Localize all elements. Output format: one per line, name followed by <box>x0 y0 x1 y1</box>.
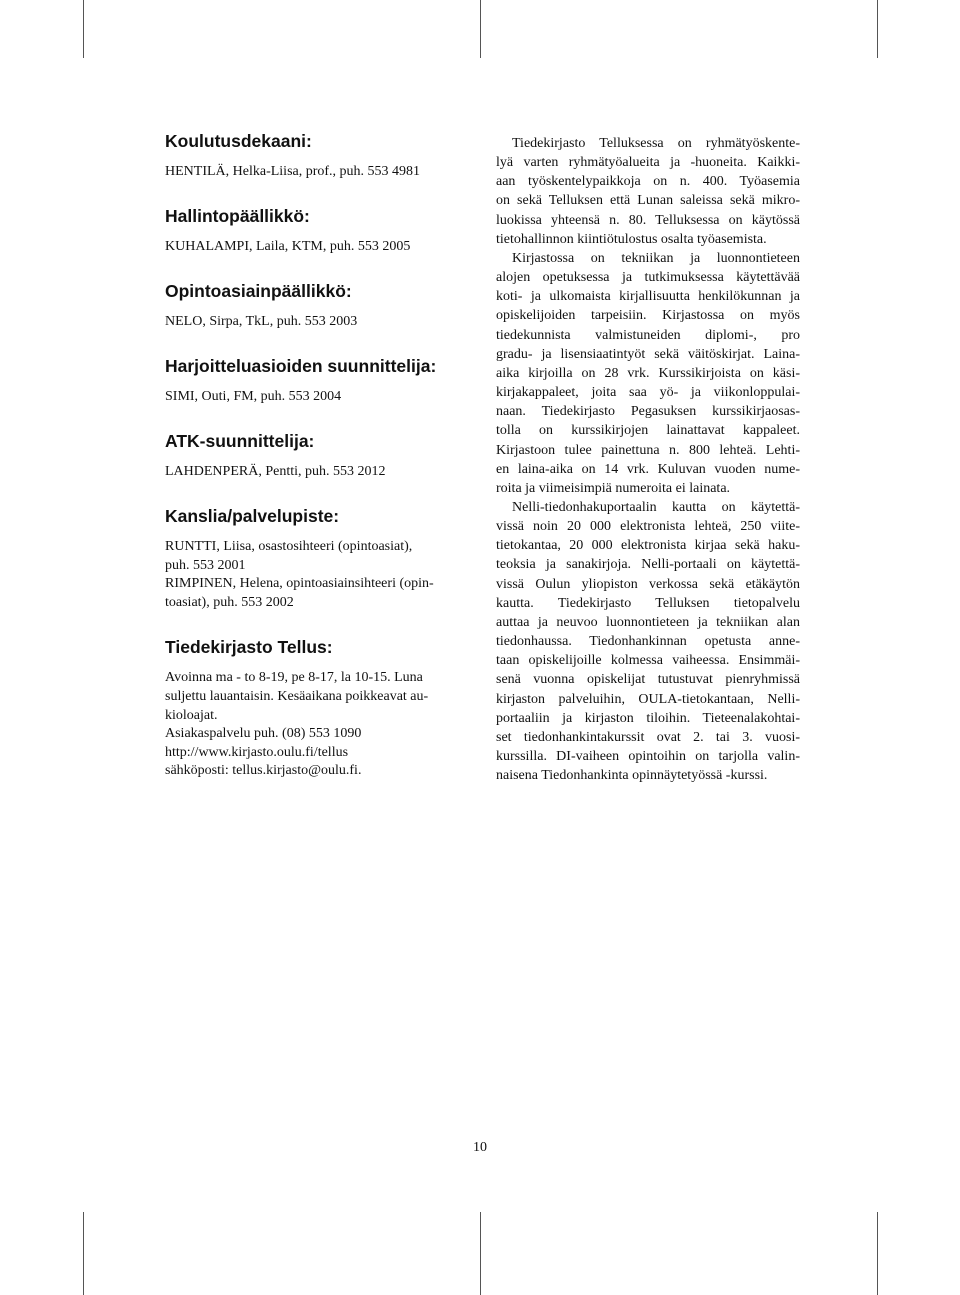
opening-hours-line: Avoinna ma - to 8-19, pe 8-17, la 10-15. Luna <box>165 670 423 686</box>
text-line: naan. Tiedekirjasto Pegasuksen kurssikirjaosas- <box>496 404 800 420</box>
contact-line: HENTILÄ, Helka-Liisa, prof., puh. 553 4981 <box>165 164 421 179</box>
library-tellus <box>165 636 465 781</box>
text-line: lyä varten ryhmätyöalueita ja -huoneita. Kaikki- <box>496 155 800 171</box>
contact-line: KUHALAMPI, Laila, KTM, puh. 553 2005 <box>165 239 411 254</box>
crop-mark-bottom-center <box>480 1212 481 1295</box>
text-line: en laina-aika on 14 vrk. Kuluvan vuoden nume- <box>496 461 800 477</box>
role-heading: Harjoitteluasioiden suunnittelija: <box>165 356 437 376</box>
text-line: kirjaston palveluihin, OULA-tietokantaan, Nelli- <box>496 691 800 707</box>
contact-line: RUNTTI, Liisa, osastosihteeri (opintoasiat), <box>165 539 413 554</box>
crop-mark-top-right <box>877 0 878 58</box>
role-heading: Kanslia/palvelupiste: <box>165 506 340 526</box>
text-line: Nelli-tiedonhakuportaalin kautta on käytettä- <box>512 499 800 515</box>
opening-hours-line: kioloajat. <box>165 707 218 723</box>
text-line: Tiedekirjasto Telluksessa on ryhmätyöskente- <box>512 136 800 151</box>
opening-hours-line: suljettu lauantaisin. Kesäaikana poikkeavat au- <box>165 688 429 704</box>
staff-internship-planner <box>165 355 465 406</box>
contact-line: LAHDENPERÄ, Pentti, puh. 553 2012 <box>165 464 386 479</box>
paragraph-collections <box>496 249 800 498</box>
crop-mark-top-left <box>83 0 84 58</box>
text-line: teoksia ja sanakirjoja. Nelli-portaali on käytettä- <box>496 557 800 573</box>
paragraph-nelli-portal <box>496 498 800 785</box>
page-number: 10 <box>473 1140 487 1155</box>
crop-mark-bottom-left <box>83 1212 84 1295</box>
text-line: Kirjastossa on tekniikan ja luonnontieteen <box>512 250 800 266</box>
text-line: vissä noin 20 000 elektronista lehteä, 250 viite- <box>496 519 800 535</box>
text-line: vissä Oulun yliopiston verkossa sekä etäkäytön <box>496 576 800 592</box>
staff-directory-column <box>165 130 465 805</box>
library-description-column <box>496 134 800 785</box>
text-line: taan opiskelijoille kolmessa vaiheessa. Ensimmäi- <box>496 653 800 669</box>
paragraph-workspaces <box>496 134 800 249</box>
contact-line: NELO, Sirpa, TkL, puh. 553 2003 <box>165 314 358 329</box>
website-link[interactable]: http://www.kirjasto.oulu.fi/tellus <box>165 744 349 760</box>
text-line: tietokantaa, 20 000 elektronista kirjaa sekä haku- <box>496 538 800 554</box>
text-line: roita ja viimeisimpiä numeroita ei lainata. <box>496 480 731 496</box>
text-line: alojen opetuksessa ja tutkimuksessa käytettävää <box>496 270 800 286</box>
role-heading: Tiedekirjasto Tellus: <box>165 637 333 658</box>
text-line: kautta. Tiedekirjasto Telluksen tietopalvelu <box>496 595 800 611</box>
role-heading: Koulutusdekaani: <box>165 131 312 151</box>
contact-line: SIMI, Outi, FM, puh. 553 2004 <box>165 389 342 404</box>
role-heading: Hallintopäällikkö: <box>165 206 310 226</box>
text-line: opiskelijoiden tarpeisiin. Kirjastossa on myös <box>496 308 800 324</box>
contact-line: RIMPINEN, Helena, opintoasiainsihteeri (opin- <box>165 576 434 592</box>
text-line: aan työskentelypaikkoja on n. 400. Työasemia <box>496 174 800 190</box>
text-line: tiedekunnista valmistuneiden diplomi-, pro <box>496 327 800 343</box>
text-line: tietohallinnon kiintiötulostus osalta työasemista. <box>496 231 767 247</box>
text-line: aika kirjoilla on 28 vrk. Kurssikirjoista on käsi- <box>496 365 800 381</box>
text-line: tolla on kurssikirjojen lainattavat kappaleet. <box>496 423 800 439</box>
text-line: koti- ja ulkomaista kirjallisuutta henkilökunnan ja <box>496 289 800 305</box>
text-line: auttaa ja neuvoo luonnontieteen ja tekniikan alan <box>496 614 800 630</box>
staff-study-affairs-manager <box>165 280 465 331</box>
role-heading: ATK-suunnittelija: <box>165 431 315 451</box>
text-line: on sekä Telluksen että Lunan saleissa sekä mikro- <box>496 193 800 209</box>
staff-it-planner <box>165 430 465 481</box>
text-line: gradu- ja lisensiaatintyöt sekä väitöskirjat. Laina- <box>496 346 800 362</box>
text-line: tiedonhaussa. Tiedonhankinnan opetusta anne- <box>496 634 800 650</box>
crop-mark-bottom-right <box>877 1212 878 1295</box>
text-line: luokissa yhteensä n. 80. Telluksessa on käytössä <box>496 212 800 228</box>
staff-office-service-point <box>165 505 465 612</box>
staff-administration-manager <box>165 205 465 256</box>
crop-mark-top-center <box>480 0 481 58</box>
staff-dean <box>165 130 465 181</box>
text-line: kirjakappaleet, joita saa yö- ja viikonloppulai- <box>496 385 800 401</box>
contact-line: toasiat), puh. 553 2002 <box>165 594 294 610</box>
text-line: naisena Tiedonhankinta opinnäytetyössä -kurssi. <box>496 768 768 784</box>
text-line: Kirjastoon tulee painettuna n. 800 lehteä. Lehti- <box>496 442 800 458</box>
text-line: kurssilla. DI-vaiheen opintoihin on tarjolla valin- <box>496 749 800 764</box>
contact-line: puh. 553 2001 <box>165 557 246 573</box>
text-line: senä vuonna opiskelijat tutustuvat pienryhmissä <box>496 672 800 688</box>
email-link[interactable]: sähköposti: tellus.kirjasto@oulu.fi. <box>165 763 362 779</box>
role-heading: Opintoasiainpäällikkö: <box>165 281 352 301</box>
text-line: set tiedonhankintakurssit ovat 2. tai 3. vuosi- <box>496 729 800 745</box>
text-line: portaaliin ja kirjaston tiloihin. Tieteenalakohtai- <box>496 710 800 726</box>
phone-line: Asiakaspalvelu puh. (08) 553 1090 <box>165 726 362 742</box>
